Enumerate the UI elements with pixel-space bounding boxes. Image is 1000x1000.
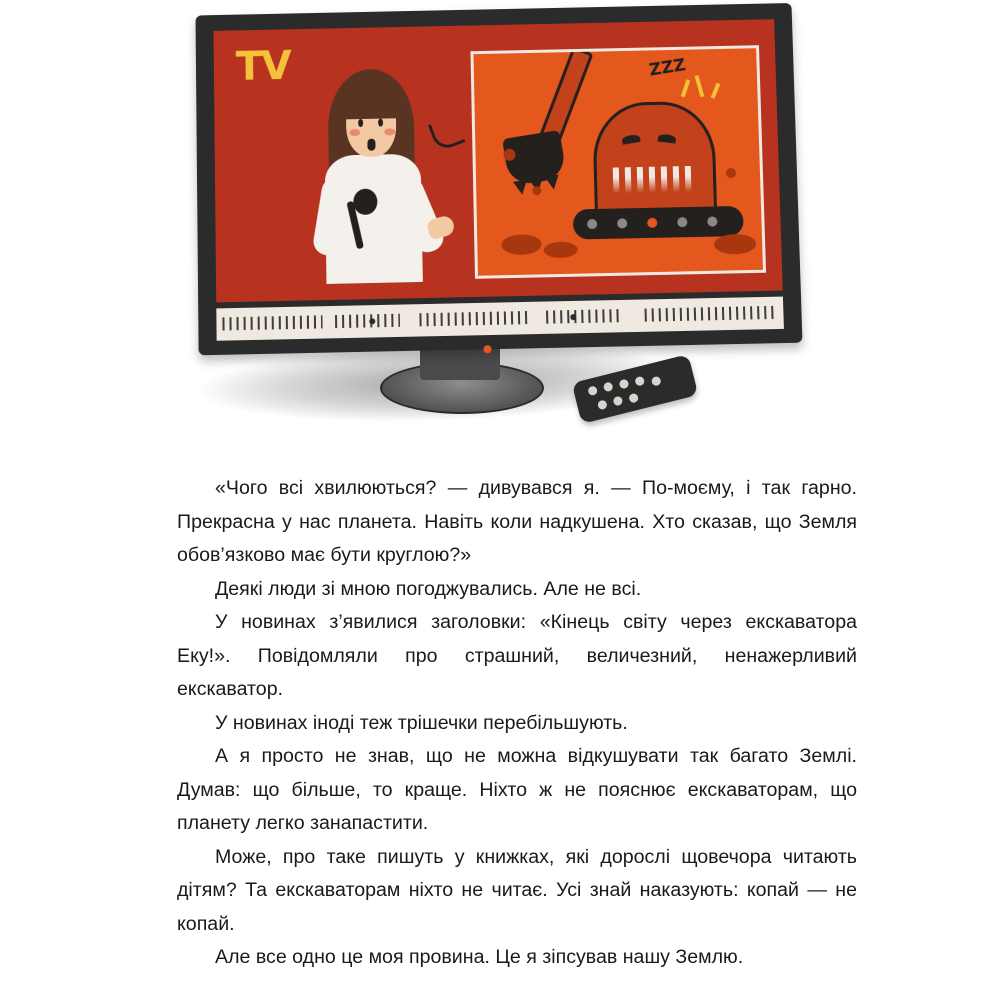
paragraph: А я просто не знав, що не можна відкушувати так багато Землі. Думав: що більше, то краще. Ніхто ж не пояснює екскаваторам, що планету легко занапастити.	[177, 745, 857, 834]
tv-channel-logo: TV	[235, 43, 291, 90]
news-reporter	[306, 67, 459, 284]
paragraph: У новинах з’явилися заголовки: «Кінець світу через екскаватора Еку!». Повідомляли про страшний, величезний, ненажерливий екскаватор.	[177, 611, 857, 700]
reporter-eye-right	[378, 119, 383, 127]
spark-mark	[681, 79, 690, 97]
excavator-monster	[592, 101, 717, 219]
remote-button	[603, 381, 614, 392]
ticker-dot	[570, 314, 576, 320]
tv-power-led	[483, 345, 491, 353]
remote-button	[619, 379, 630, 390]
sound-effect-text: ZZZ	[647, 55, 688, 81]
paragraph: Може, про таке пишуть у книжках, які дорослі щовечора читають дітям? Та екскаваторам ніхто не читає. Усі знай наказують: копай — не копай.	[177, 845, 857, 935]
reporter-mouth	[367, 139, 375, 151]
tv-set	[195, 3, 802, 355]
track-wheel	[647, 218, 657, 228]
dirt-mound	[543, 241, 577, 258]
paragraph: Але все одно це моя провина. Це я зіпсував нашу Землю.	[215, 946, 744, 968]
page-body-text	[177, 472, 857, 975]
spark-mark	[711, 83, 721, 99]
monster-eye-left	[622, 134, 641, 145]
track-wheel	[677, 217, 687, 227]
dirt-speck	[532, 186, 541, 195]
remote-button	[612, 396, 623, 407]
remote-button	[651, 376, 662, 387]
track-wheel	[587, 219, 597, 229]
paragraph: Деякі люди зі мною погоджувались. Але не всі.	[215, 577, 642, 600]
paragraph: «Чого всі хвилюються? — дивувався я. — По-моєму, і так гарно. Прекрасна у нас планета. Навіть коли надкушена. Хто сказав, що Земля обов’язково має бути круглою?»	[177, 477, 857, 566]
track-wheel	[707, 216, 717, 226]
inset-news-picture	[470, 45, 766, 279]
remote-button	[628, 393, 639, 404]
remote-button	[597, 399, 608, 410]
dirt-speck	[726, 168, 736, 178]
tv-news-excavator-illustration	[175, 0, 835, 460]
news-ticker-strip	[216, 297, 784, 341]
excavator-tracks	[573, 206, 744, 240]
spark-mark	[695, 75, 705, 97]
reporter-eye-left	[358, 119, 363, 127]
dirt-mound	[714, 234, 757, 255]
remote-button	[634, 376, 645, 387]
paragraph: У новинах іноді теж трішечки перебільшують.	[215, 711, 628, 734]
remote-button	[587, 385, 598, 396]
bucket-tooth	[513, 180, 529, 196]
speech-squiggle	[428, 115, 465, 152]
bucket-tooth	[545, 175, 561, 191]
dirt-mound	[501, 234, 542, 255]
track-wheel	[617, 218, 627, 228]
monster-eye-right	[658, 133, 677, 143]
monster-teeth	[613, 166, 696, 194]
ticker-scribble	[222, 306, 777, 331]
tv-screen	[214, 19, 783, 302]
